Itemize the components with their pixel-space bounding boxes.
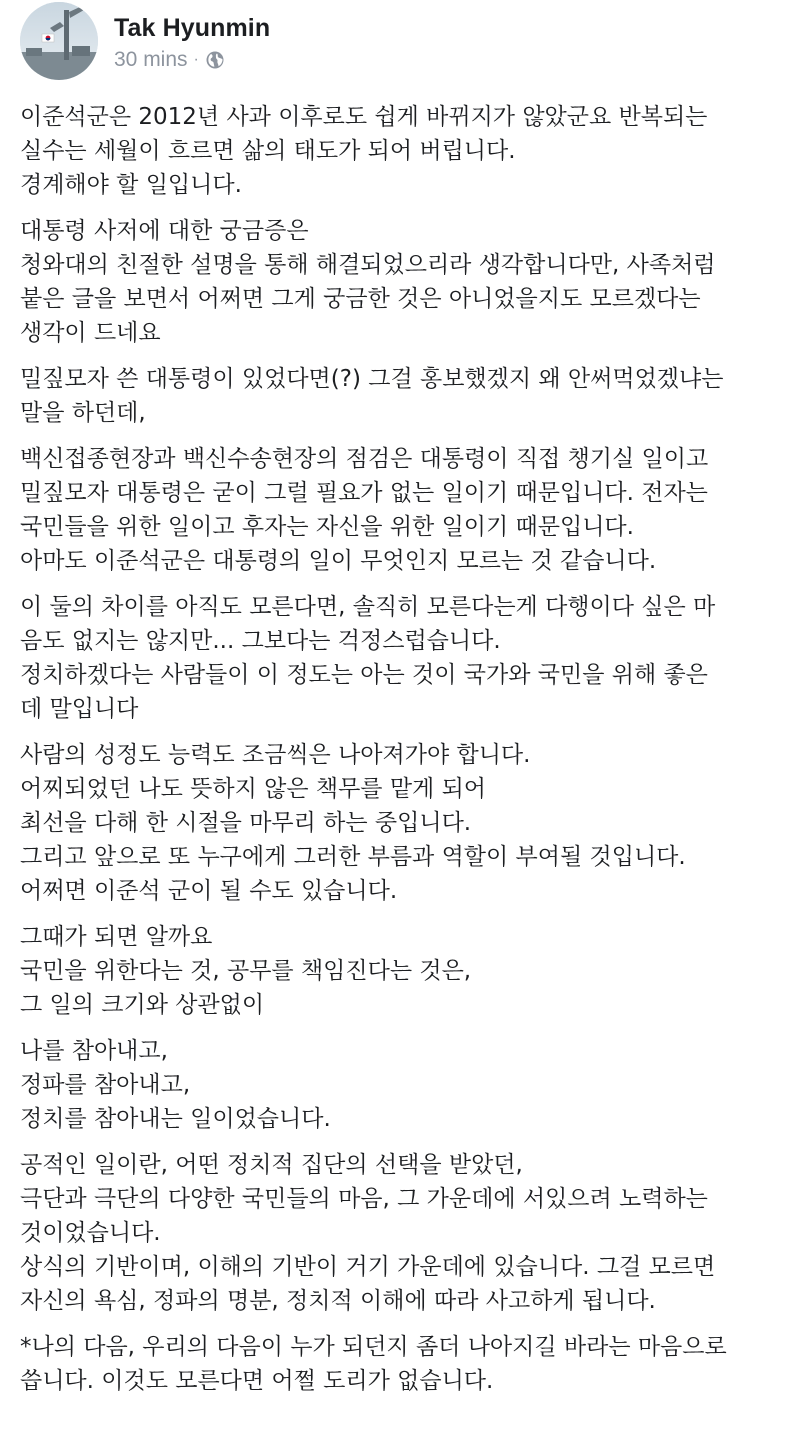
post-text-line: 경계해야 할 일입니다.	[20, 172, 242, 198]
post-text-line: 실수는 세월이 흐르면 삶의 태도가 되어 버립니다.	[20, 138, 516, 164]
post-text-line: 대통령 사저에 대한 궁금증은	[20, 218, 309, 244]
author-name[interactable]: Tak Hyunmin	[114, 14, 271, 42]
avatar[interactable]	[20, 2, 98, 80]
post-paragraph	[20, 1034, 788, 1136]
post-text-line: 자신의 욕심, 정파의 명분, 정치적 이해에 따라 사고하게 됩니다.	[20, 1288, 656, 1314]
post-body	[20, 100, 788, 1410]
post-paragraph	[20, 590, 788, 726]
post-paragraph	[20, 214, 788, 350]
post-text-line: 그때가 되면 알까요	[20, 924, 213, 950]
post-text-line: 극단과 극단의 다양한 국민들의 마음, 그 가운데에 서있으려 노력하는	[20, 1186, 708, 1212]
post-paragraph	[20, 442, 788, 578]
post-paragraph	[20, 738, 788, 908]
post-text-line: 음도 없지는 않지만... 그보다는 걱정스럽습니다.	[20, 628, 501, 654]
post-meta	[114, 48, 225, 72]
post-text-line: 밀짚모자 대통령은 굳이 그럴 필요가 없는 일이기 때문입니다. 전자는	[20, 480, 708, 506]
post-text-line: 생각이 드네요	[20, 320, 161, 346]
post-text-line: 정치하겠다는 사람들이 이 정도는 아는 것이 국가와 국민을 위해 좋은	[20, 662, 708, 688]
post-text-line: 밀짚모자 쓴 대통령이 있었다면(?) 그걸 홍보했겠지 왜 안써먹었겠냐는	[20, 366, 724, 392]
post-text-line: 정파를 참아내고,	[20, 1072, 191, 1098]
post-text-line: 청와대의 친절한 설명을 통해 해결되었으리라 생각합니다만, 사족처럼	[20, 252, 716, 278]
post-text-line: 이준석군은 2012년 사과 이후로도 쉽게 바뀌지가 않았군요 반복되는	[20, 104, 708, 130]
post-text-line: 최선을 다해 한 시절을 마무리 하는 중입니다.	[20, 810, 472, 836]
post-text-line: 공적인 일이란, 어떤 정치적 집단의 선택을 받았던,	[20, 1152, 523, 1178]
post-text-line: 국민들을 위한 일이고 후자는 자신을 위한 일이기 때문입니다.	[20, 514, 634, 540]
post-header	[18, 2, 778, 82]
post-paragraph	[20, 920, 788, 1022]
post-text-line: 국민을 위한다는 것, 공무를 책임진다는 것은,	[20, 958, 472, 984]
post-text-line: 정치를 참아내는 일이었습니다.	[20, 1106, 331, 1132]
post-text-line: 말을 하던데,	[20, 400, 146, 426]
post-text-line: *나의 다음, 우리의 다음이 누가 되던지 좀더 나아지길 바라는 마음으로	[20, 1334, 727, 1360]
post-paragraph	[20, 1330, 788, 1398]
post-text-line: 어찌되었던 나도 뜻하지 않은 책무를 맡게 되어	[20, 776, 487, 802]
post-text-line: 이 둘의 차이를 아직도 모른다면, 솔직히 모른다는게 다행이다 싶은 마	[20, 594, 716, 620]
post-paragraph	[20, 100, 788, 202]
post-text-line: 아마도 이준석군은 대통령의 일이 무엇인지 모르는 것 같습니다.	[20, 548, 657, 574]
post-text-line: 상식의 기반이며, 이해의 기반이 거기 가운데에 있습니다. 그걸 모르면	[20, 1254, 716, 1280]
post-time[interactable]: 30 mins	[114, 48, 188, 71]
post-text-line: 것이었습니다.	[20, 1220, 161, 1246]
post-text-line: 데 말입니다	[20, 696, 139, 722]
post-text-line: 그리고 앞으로 또 누구에게 그러한 부름과 역할이 부여될 것입니다.	[20, 844, 686, 870]
post-paragraph	[20, 1148, 788, 1318]
post-text-line: 씁니다. 이것도 모른다면 어쩔 도리가 없습니다.	[20, 1368, 494, 1394]
post-text-line: 붙은 글을 보면서 어쩌면 그게 궁금한 것은 아니었을지도 모르겠다는	[20, 286, 701, 312]
post-text-line: 그 일의 크기와 상관없이	[20, 992, 265, 1018]
post-text-line: 어쩌면 이준석 군이 될 수도 있습니다.	[20, 878, 398, 904]
post-text-line: 사람의 성정도 능력도 조금씩은 나아져가야 합니다.	[20, 742, 531, 768]
globe-icon[interactable]	[205, 50, 225, 70]
post-paragraph	[20, 362, 788, 430]
meta-separator: ·	[193, 51, 199, 68]
avatar-image	[20, 2, 98, 80]
post-text-line: 백신접종현장과 백신수송현장의 점검은 대통령이 직접 챙기실 일이고	[20, 446, 709, 472]
post-text-line: 나를 참아내고,	[20, 1038, 168, 1064]
